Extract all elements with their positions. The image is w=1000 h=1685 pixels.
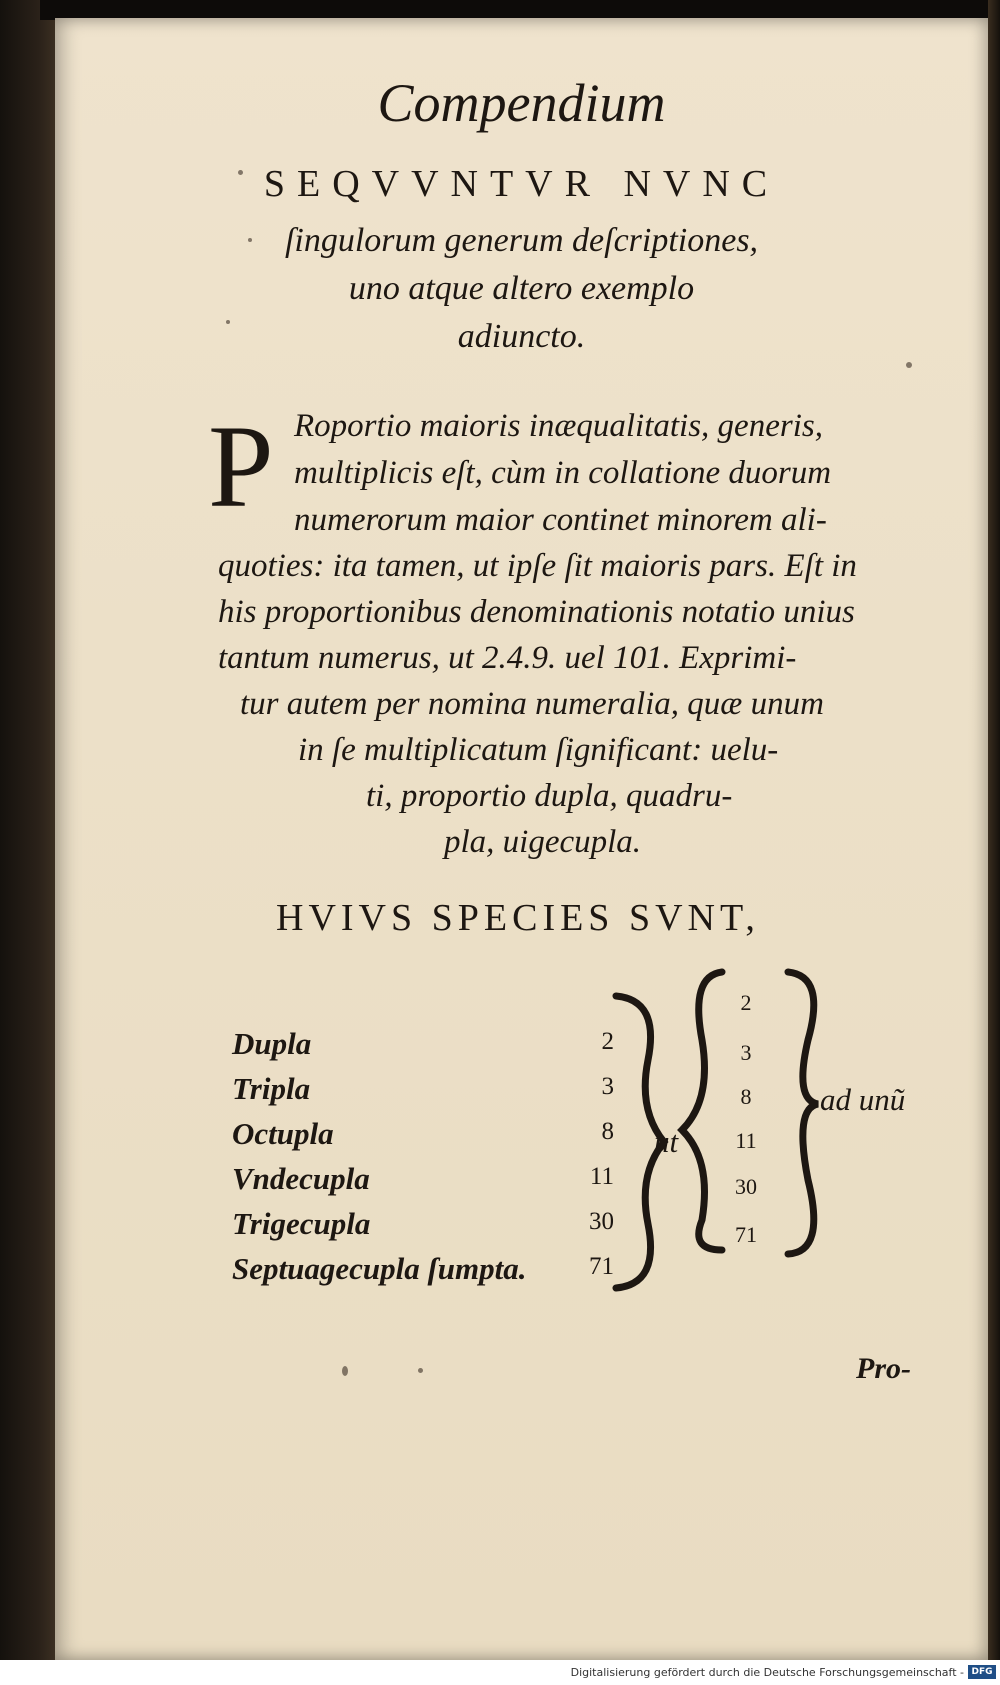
ink-speck bbox=[906, 362, 912, 368]
species-name: Octupla bbox=[232, 1116, 334, 1151]
dfg-logo: DFG bbox=[968, 1665, 996, 1679]
species-heading: HVIVS SPECIES SVNT, bbox=[276, 897, 760, 939]
ratio-number: 30 bbox=[735, 1174, 757, 1199]
digitization-credit: Digitalisierung gefördert durch die Deutsche Forschungsgemeinschaft - bbox=[570, 1666, 964, 1679]
section-heading-line: adiuncto. bbox=[457, 318, 586, 355]
ad-unum-label: ad unũ bbox=[820, 1082, 906, 1117]
species-number: 8 bbox=[601, 1118, 614, 1145]
species-number: 71 bbox=[589, 1253, 614, 1280]
species-number: 3 bbox=[601, 1073, 614, 1100]
catchword: Pro- bbox=[856, 1352, 911, 1385]
species-name: Vndecupla bbox=[232, 1161, 370, 1196]
species-name: Dupla bbox=[232, 1026, 312, 1061]
ink-speck bbox=[238, 170, 243, 175]
ratio-number: 8 bbox=[740, 1084, 752, 1109]
ink-speck bbox=[248, 238, 252, 242]
paragraph-line: in ſe multiplicatum ſignificant: uelu- bbox=[298, 732, 779, 768]
closing-brace-right bbox=[788, 972, 818, 1254]
species-name: Tripla bbox=[232, 1071, 311, 1106]
species-name: Trigecupla bbox=[232, 1206, 371, 1241]
paragraph-line: pla, uigecupla. bbox=[444, 824, 642, 860]
section-heading-caps: SEQVVNTVR NVNC bbox=[263, 163, 780, 205]
drop-cap-initial: P bbox=[208, 401, 274, 532]
paragraph-line: tur autem per nomina numeralia, quæ unum bbox=[240, 686, 824, 722]
section-heading-line: ſingulorum generum deſcriptiones, bbox=[284, 222, 759, 259]
ink-speck bbox=[418, 1368, 423, 1373]
paragraph-line: ti, proportio dupla, quadru- bbox=[366, 778, 733, 814]
ratio-number: 11 bbox=[735, 1128, 757, 1153]
ratio-number: 2 bbox=[740, 990, 752, 1015]
section-heading-line: uno atque altero exemplo bbox=[348, 270, 695, 307]
ink-speck bbox=[342, 1366, 348, 1376]
opening-brace-middle bbox=[682, 972, 722, 1250]
ink-speck bbox=[226, 320, 230, 324]
ut-label: ut bbox=[654, 1124, 679, 1159]
species-number: 2 bbox=[601, 1028, 614, 1055]
ratio-number: 71 bbox=[735, 1222, 757, 1247]
paragraph-line: Roportio maioris inæqualitatis, generis, bbox=[294, 408, 823, 444]
paragraph-line: his proportionibus denominationis notatio unius bbox=[218, 594, 855, 630]
paragraph-line: numerorum maior continet minorem ali- bbox=[294, 502, 827, 538]
digitization-footer bbox=[0, 1660, 1000, 1685]
species-name: Septuagecupla ſumpta. bbox=[232, 1251, 527, 1286]
paragraph-line: multiplicis eſt, cùm in collatione duorum bbox=[294, 455, 832, 491]
ratio-number: 3 bbox=[740, 1040, 752, 1065]
species-number: 11 bbox=[589, 1163, 614, 1190]
paragraph-line: quoties: ita tamen, ut ipſe ſit maioris pars. Eſt in bbox=[218, 548, 857, 584]
running-title: Compendium bbox=[377, 73, 666, 133]
closing-brace-left bbox=[616, 996, 664, 1288]
species-number: 30 bbox=[589, 1208, 614, 1235]
paragraph-line: tantum numerus, ut 2.4.9. uel 101. Exprimi- bbox=[218, 640, 797, 676]
